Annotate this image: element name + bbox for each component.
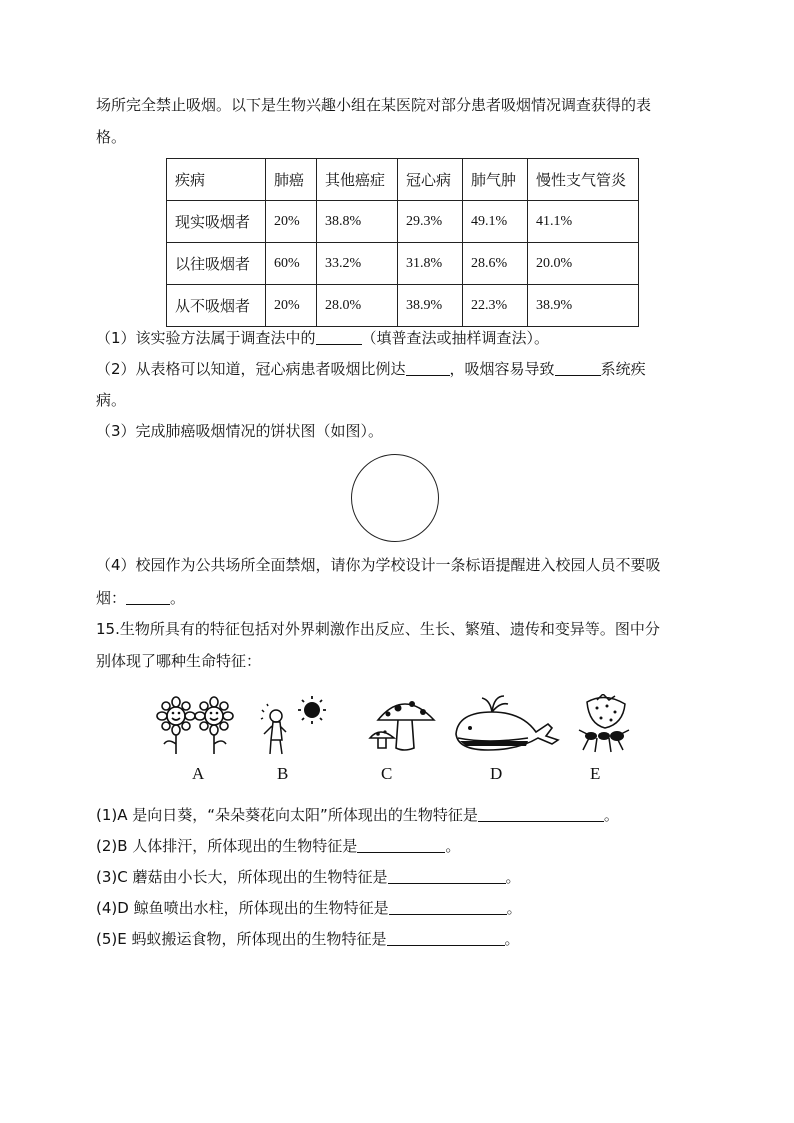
table-cell: 20.0% bbox=[528, 243, 639, 285]
figure-label-e: E bbox=[590, 764, 601, 783]
q15-item-1 bbox=[96, 800, 706, 830]
q14-item-4-tail: 。 bbox=[170, 589, 186, 607]
table-cell: 28.0% bbox=[317, 285, 398, 327]
q15-item-5-text: (5)E 蚂蚁搬运食物，所体现出的生物特征是 bbox=[96, 930, 387, 948]
table-cell: 33.2% bbox=[317, 243, 398, 285]
q15-item-2 bbox=[96, 831, 706, 861]
q14-item-1-text: （1）该实验方法属于调查法中的 bbox=[96, 329, 316, 347]
answer-blank[interactable] bbox=[555, 359, 601, 376]
q15-item-4-text: (4)D 鲸鱼喷出水柱，所体现出的生物特征是 bbox=[96, 899, 389, 917]
q15-item-2-tail: 。 bbox=[445, 837, 461, 855]
q14-item-4: （4）校园作为公共场所全面禁烟，请你为学校设计一条标语提醒进入校园人员不要吸 bbox=[96, 556, 661, 574]
q15-item-1-text: (1)A 是向日葵，“朵朵葵花向太阳”所体现出的生物特征是 bbox=[96, 806, 478, 824]
table-cell: 20% bbox=[266, 285, 317, 327]
answer-blank[interactable] bbox=[126, 588, 170, 605]
q15-stem-line-1: 15.生物所具有的特征包括对外界刺激作出反应、生长、繁殖、遗传和变异等。图中分 bbox=[96, 620, 660, 638]
pie-chart-blank-circle[interactable] bbox=[351, 454, 439, 542]
header-cell: 肺气肿 bbox=[463, 159, 528, 201]
answer-blank[interactable] bbox=[406, 359, 450, 376]
figure-label-b: B bbox=[277, 764, 289, 783]
q14-item-2-cont: 病。 bbox=[96, 391, 127, 409]
header-cell: 疾病 bbox=[167, 159, 266, 201]
row-label: 以往吸烟者 bbox=[167, 243, 266, 285]
answer-blank[interactable] bbox=[389, 898, 507, 915]
row-label: 从不吸烟者 bbox=[167, 285, 266, 327]
intro-line-2: 格。 bbox=[96, 128, 127, 146]
q15-item-3 bbox=[96, 862, 706, 892]
row-label: 现实吸烟者 bbox=[167, 201, 266, 243]
q15-item-4 bbox=[96, 893, 706, 923]
q14-item-4-text: 烟： bbox=[96, 589, 127, 607]
q14-item-1 bbox=[96, 323, 706, 353]
table-header-row bbox=[167, 159, 639, 201]
ant-icon bbox=[575, 694, 637, 756]
answer-blank[interactable] bbox=[478, 805, 604, 822]
answer-blank[interactable] bbox=[316, 328, 362, 345]
table-cell: 22.3% bbox=[463, 285, 528, 327]
table-row bbox=[167, 201, 639, 243]
sweating-person-icon bbox=[260, 694, 330, 756]
q14-item-3: （3）完成肺癌吸烟情况的饼状图（如图）。 bbox=[96, 422, 384, 440]
figure-label-c: C bbox=[381, 764, 393, 783]
header-cell: 肺癌 bbox=[266, 159, 317, 201]
sunflowers-icon bbox=[150, 694, 242, 756]
answer-blank[interactable] bbox=[388, 867, 506, 884]
q14-item-2 bbox=[96, 354, 706, 384]
table-cell: 20% bbox=[266, 201, 317, 243]
figure-label-d: D bbox=[490, 764, 503, 783]
header-cell: 冠心病 bbox=[398, 159, 463, 201]
header-cell: 慢性支气管炎 bbox=[528, 159, 639, 201]
table-row bbox=[167, 243, 639, 285]
q15-stem-line-2: 别体现了哪种生命特征： bbox=[96, 652, 262, 670]
table-cell: 38.9% bbox=[528, 285, 639, 327]
answer-blank[interactable] bbox=[357, 836, 445, 853]
q15-item-3-text: (3)C 蘑菇由小长大，所体现出的生物特征是 bbox=[96, 868, 388, 886]
mushroom-icon bbox=[368, 694, 440, 756]
table-row bbox=[167, 285, 639, 327]
table-cell: 38.9% bbox=[398, 285, 463, 327]
q14-item-4-cont bbox=[96, 583, 706, 613]
q15-item-5-tail: 。 bbox=[504, 930, 520, 948]
table-cell: 31.8% bbox=[398, 243, 463, 285]
q15-item-4-tail: 。 bbox=[506, 899, 522, 917]
q15-item-2-text: (2)B 人体排汗，所体现出的生物特征是 bbox=[96, 837, 358, 855]
q14-item-1-tail: （填普查法或抽样调查法）。 bbox=[361, 329, 550, 347]
q15-item-3-tail: 。 bbox=[505, 868, 521, 886]
q14-item-2-text: （2）从表格可以知道，冠心病患者吸烟比例达 bbox=[96, 360, 406, 378]
q15-item-1-tail: 。 bbox=[603, 806, 619, 824]
figure-label-a: A bbox=[192, 764, 205, 783]
q15-item-5 bbox=[96, 924, 706, 954]
table-cell: 28.6% bbox=[463, 243, 528, 285]
whale-icon bbox=[448, 694, 568, 756]
table-cell: 41.1% bbox=[528, 201, 639, 243]
table-cell: 29.3% bbox=[398, 201, 463, 243]
smoking-survey-table bbox=[166, 158, 639, 327]
table-cell: 60% bbox=[266, 243, 317, 285]
header-cell: 其他癌症 bbox=[317, 159, 398, 201]
answer-blank[interactable] bbox=[387, 929, 505, 946]
intro-line-1: 场所完全禁止吸烟。以下是生物兴趣小组在某医院对部分患者吸烟情况调查获得的表 bbox=[96, 96, 652, 114]
life-features-illustration bbox=[150, 694, 640, 789]
q14-item-2-mid: ，吸烟容易导致 bbox=[449, 360, 555, 378]
table-cell: 38.8% bbox=[317, 201, 398, 243]
q14-item-2-tail: 系统疾 bbox=[600, 360, 646, 378]
table-cell: 49.1% bbox=[463, 201, 528, 243]
